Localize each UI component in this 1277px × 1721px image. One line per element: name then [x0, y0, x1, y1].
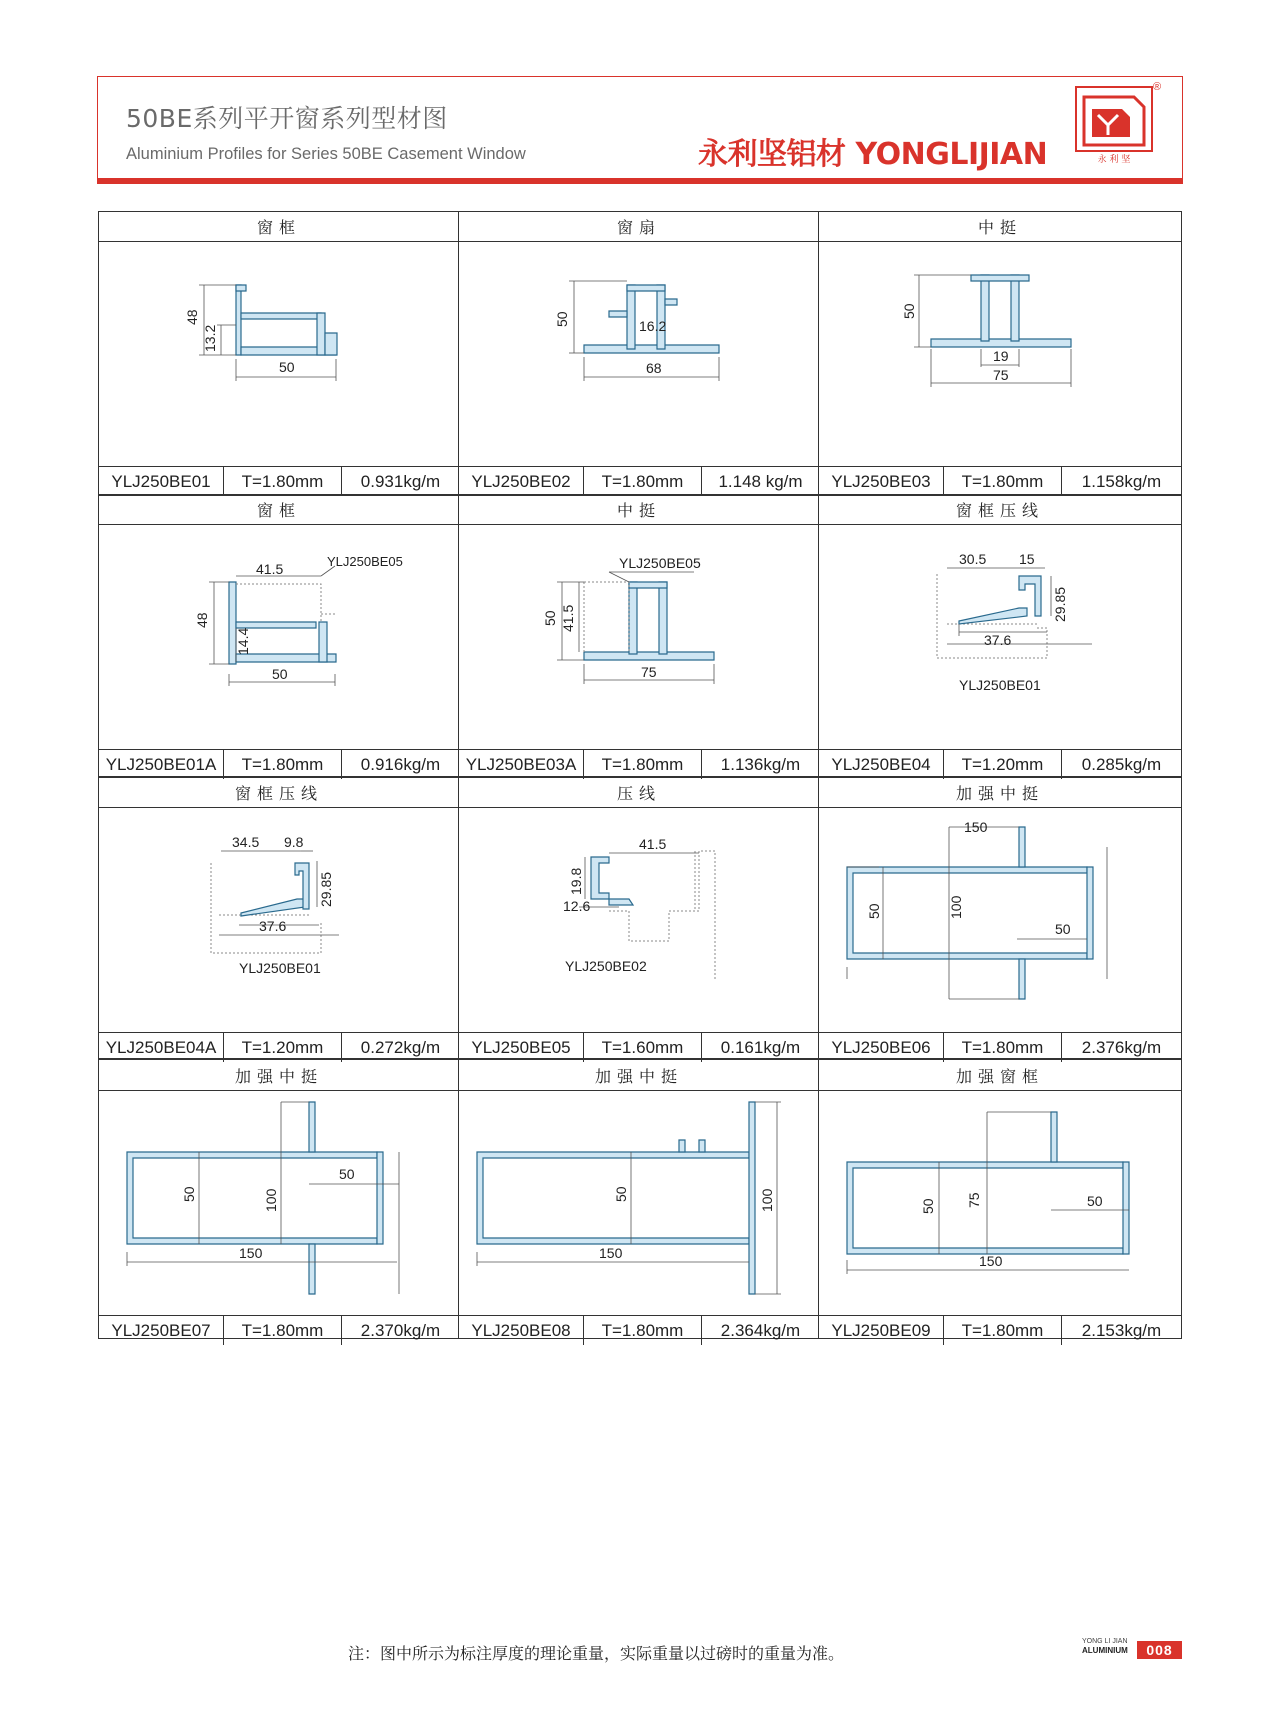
dim-label: 50: [1055, 921, 1071, 937]
profile-card: [459, 212, 819, 495]
profile-name: 窗框: [99, 212, 459, 242]
profile-spec-row: [819, 466, 1181, 496]
profile-drawing: [459, 807, 819, 1032]
profile-drawing: [459, 1090, 819, 1315]
profile-thickness: T=1.20mm: [223, 1033, 341, 1062]
dim-label: 50: [542, 610, 558, 626]
profile-spec-row: [459, 1032, 819, 1062]
profile-spec-row: [459, 1315, 819, 1345]
page-header: [97, 76, 1183, 182]
profile-drawing: [819, 241, 1181, 466]
profile-card: [99, 495, 459, 778]
profile-spec-row: [99, 749, 459, 779]
dim-label: 41.5: [639, 836, 667, 852]
profile-code: YLJ250BE03A: [465, 754, 577, 774]
profile-drawing: [819, 1090, 1181, 1315]
header-accent-bar: [97, 178, 1183, 184]
profile-spec-row: [819, 1315, 1181, 1345]
dim-label: 100: [263, 1188, 279, 1212]
dim-label: 75: [966, 1192, 982, 1208]
profile-name: 加强中挺: [99, 1061, 459, 1091]
profile-drawing: [99, 241, 459, 466]
profile-thickness: T=1.80mm: [223, 467, 341, 496]
profile-name: 窗框压线: [819, 495, 1181, 525]
dim-label: YLJ250BE02: [565, 958, 647, 974]
profile-diagram: [459, 241, 819, 466]
page-number: 008: [1137, 1641, 1182, 1659]
profile-thickness: T=1.80mm: [943, 1033, 1061, 1062]
profile-weight: 0.931kg/m: [341, 467, 459, 496]
dim-label: 150: [599, 1245, 623, 1261]
dim-label: 19: [993, 348, 1009, 364]
profile-card: [459, 495, 819, 778]
page-title: 50BE系列平开窗系列型材图: [126, 104, 448, 133]
profile-spec-row: [99, 1032, 459, 1062]
profile-code: YLJ250BE04: [831, 754, 931, 774]
profile-name: 加强中挺: [459, 1061, 819, 1091]
dim-label: 50: [339, 1166, 355, 1182]
profile-weight: 1.158kg/m: [1061, 467, 1181, 496]
logo-caption: 永 利 坚: [1097, 155, 1131, 165]
profile-diagram: [819, 241, 1181, 466]
dim-label: 13.2: [202, 324, 218, 352]
dim-label: 150: [979, 1253, 1003, 1269]
profile-weight: 0.161kg/m: [701, 1033, 819, 1062]
profile-diagram: [99, 807, 459, 1032]
profile-weight: 1.148 kg/m: [701, 467, 819, 496]
profile-thickness: T=1.20mm: [943, 750, 1061, 779]
profile-card: [459, 778, 819, 1061]
profile-thickness: T=1.80mm: [583, 1316, 701, 1345]
footer-brand-line2: ALUMINIUM: [1082, 1646, 1128, 1655]
footer-brand: [1082, 1637, 1128, 1656]
profile-code: YLJ250BE06: [831, 1037, 931, 1057]
dim-label: 50: [866, 903, 882, 919]
profile-diagram: [99, 1090, 459, 1315]
dim-label: 50: [920, 1198, 936, 1214]
profile-code: YLJ250BE05: [471, 1037, 571, 1057]
dim-label: 50: [279, 359, 295, 375]
dim-label: 14.4: [235, 627, 251, 655]
profile-code: YLJ250BE02: [471, 471, 571, 491]
brand-name: 永利坚铝材 YONGLIJIAN: [698, 137, 1048, 172]
profile-drawing: [819, 524, 1181, 749]
profile-card: [819, 495, 1181, 778]
profile-spec-row: [819, 749, 1181, 779]
profile-weight: 0.272kg/m: [341, 1033, 459, 1062]
profile-thickness: T=1.80mm: [583, 750, 701, 779]
profile-thickness: T=1.80mm: [583, 467, 701, 496]
profile-thickness: T=1.80mm: [223, 1316, 341, 1345]
profile-spec-row: [99, 1315, 459, 1345]
profile-weight: 0.285kg/m: [1061, 750, 1181, 779]
dim-label: 50: [1087, 1193, 1103, 1209]
dim-label: 50: [181, 1186, 197, 1202]
dim-label: 48: [184, 309, 200, 325]
profile-spec-row: [819, 1032, 1181, 1062]
dim-label: 50: [613, 1186, 629, 1202]
profile-diagram: [459, 524, 819, 749]
dim-label: 37.6: [984, 632, 1012, 648]
profile-drawing: [459, 241, 819, 466]
profile-diagram: [819, 1090, 1181, 1315]
profile-weight: 2.376kg/m: [1061, 1033, 1181, 1062]
profile-card: [459, 1061, 819, 1344]
profile-thickness: T=1.80mm: [223, 750, 341, 779]
dim-label: 30.5: [959, 551, 987, 567]
dim-label: 15: [1019, 551, 1035, 567]
dim-label: 29.85: [318, 871, 334, 907]
dim-label: YLJ250BE01: [959, 677, 1041, 693]
profile-spec-row: [459, 749, 819, 779]
profile-drawing: [99, 1090, 459, 1315]
profile-name: 窗扇: [459, 212, 819, 242]
profile-spec-row: [459, 466, 819, 496]
profile-drawing: [819, 807, 1181, 1032]
profile-drawing: [99, 524, 459, 749]
profile-table: [98, 211, 1182, 1339]
profile-weight: 2.153kg/m: [1061, 1316, 1181, 1345]
profile-diagram: [459, 807, 819, 1032]
dim-label: 9.8: [284, 834, 304, 850]
dim-label: 48: [194, 612, 210, 628]
registered-mark: ®: [1153, 81, 1162, 93]
profile-card: [819, 212, 1181, 495]
profile-name: 窗框: [99, 495, 459, 525]
dim-label: 29.85: [1052, 586, 1068, 622]
dim-label: 75: [641, 664, 657, 680]
profile-name: 加强窗框: [819, 1061, 1181, 1091]
footer-note: 注：图中所示为标注厚度的理论重量，实际重量以过磅时的重量为准。: [348, 1644, 845, 1663]
profile-spec-row: [99, 466, 459, 496]
profile-card: [99, 1061, 459, 1344]
profile-diagram: [99, 241, 459, 466]
profile-code: YLJ250BE01A: [105, 754, 217, 774]
profile-code: YLJ250BE07: [111, 1320, 211, 1340]
dim-label: YLJ250BE01: [239, 960, 321, 976]
profile-code: YLJ250BE09: [831, 1320, 931, 1340]
dim-label: 150: [964, 819, 988, 835]
profile-name: 压线: [459, 778, 819, 808]
dim-label: 12.6: [563, 898, 591, 914]
profile-card: [99, 212, 459, 495]
profile-weight: 0.916kg/m: [341, 750, 459, 779]
profile-code: YLJ250BE08: [471, 1320, 571, 1340]
dim-label: 75: [993, 367, 1009, 383]
dim-label: 50: [901, 303, 917, 319]
profile-weight: 1.136kg/m: [701, 750, 819, 779]
profile-card: [99, 778, 459, 1061]
profile-name: 加强中挺: [819, 778, 1181, 808]
dim-label: YLJ250BE05: [619, 555, 701, 571]
profile-thickness: T=1.80mm: [943, 1316, 1061, 1345]
dim-label: 150: [239, 1245, 263, 1261]
profile-diagram: [819, 807, 1181, 1032]
page-subtitle: Aluminium Profiles for Series 50BE Casement Window: [126, 145, 526, 163]
dim-label: 50: [272, 666, 288, 682]
profile-code: YLJ250BE03: [831, 471, 931, 491]
profile-weight: 2.364kg/m: [701, 1316, 819, 1345]
profile-diagram: [99, 524, 459, 749]
dim-label: 16.2: [639, 318, 667, 334]
dim-label: 19.8: [568, 867, 584, 895]
profile-thickness: T=1.80mm: [943, 467, 1061, 496]
brand-logo-icon: [1074, 85, 1154, 165]
profile-name: 中挺: [459, 495, 819, 525]
profile-name: 中挺: [819, 212, 1181, 242]
profile-diagram: [459, 1090, 819, 1315]
profile-thickness: T=1.60mm: [583, 1033, 701, 1062]
profile-code: YLJ250BE04A: [105, 1037, 217, 1057]
profile-weight: 2.370kg/m: [341, 1316, 459, 1345]
profile-code: YLJ250BE01: [111, 471, 211, 491]
dim-label: 68: [646, 360, 662, 376]
dim-label: YLJ250BE05: [327, 554, 403, 569]
dim-label: 50: [554, 311, 570, 327]
dim-label: 41.5: [256, 561, 284, 577]
profile-diagram: [819, 524, 1181, 749]
profile-drawing: [99, 807, 459, 1032]
profile-drawing: [459, 524, 819, 749]
dim-label: 41.5: [560, 604, 576, 632]
dim-label: 100: [948, 895, 964, 919]
dim-label: 34.5: [232, 834, 260, 850]
dim-label: 100: [759, 1188, 775, 1212]
footer-brand-line1: YONG LI JIAN: [1082, 1638, 1128, 1645]
dim-label: 37.6: [259, 918, 287, 934]
profile-card: [819, 1061, 1181, 1344]
profile-name: 窗框压线: [99, 778, 459, 808]
profile-card: [819, 778, 1181, 1061]
